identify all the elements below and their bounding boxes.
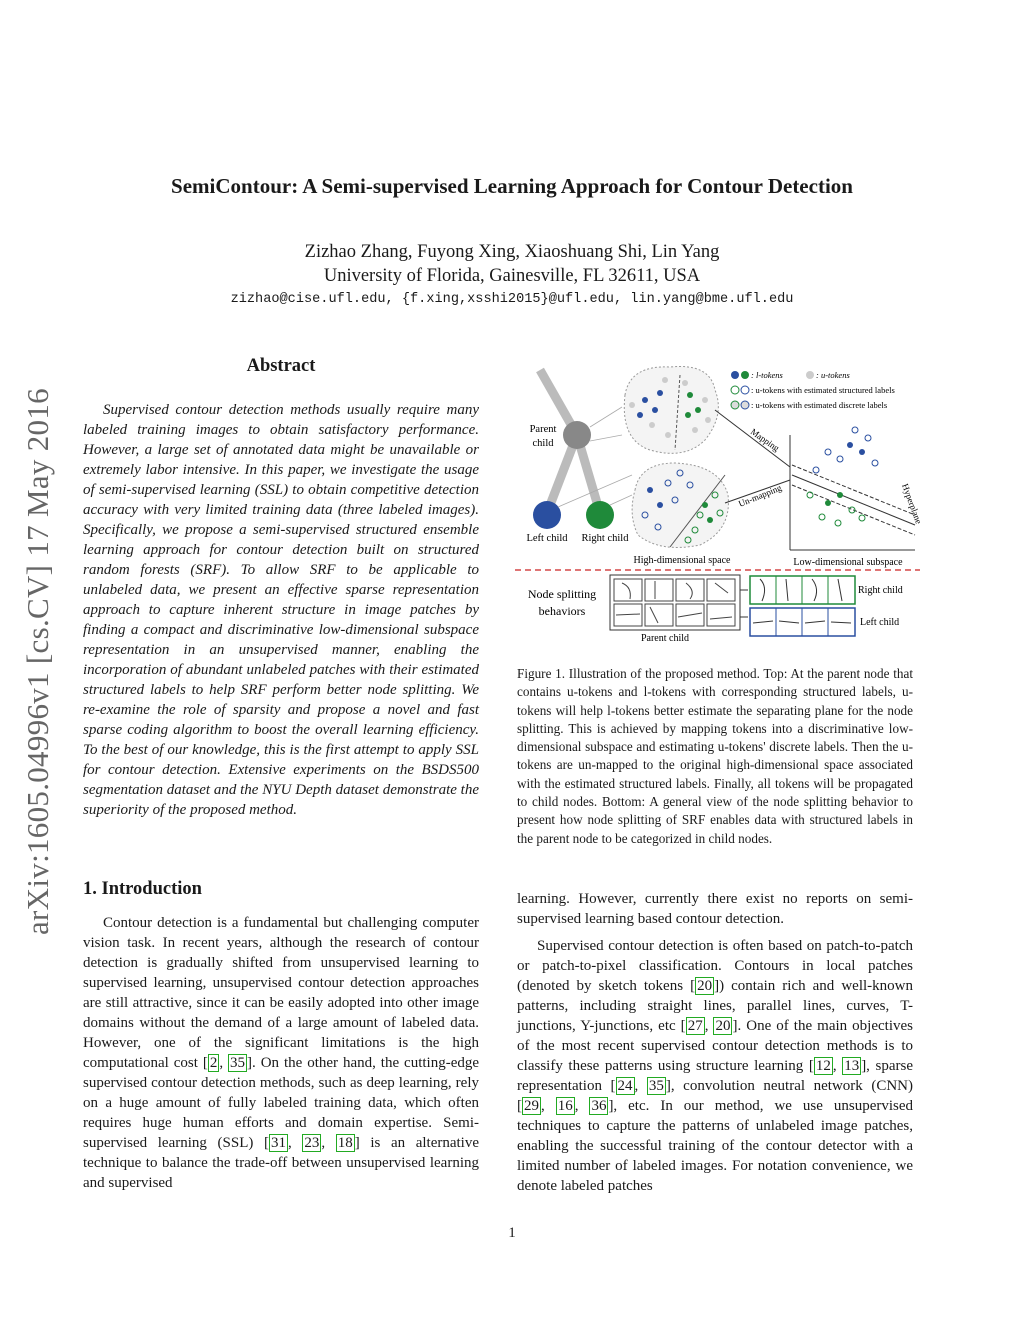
arxiv-stamp: arXiv:1605.04996v1 [cs.CV] 17 May 2016 (20, 388, 55, 935)
citation-link[interactable]: 2 (209, 1055, 218, 1071)
citation-link[interactable]: 35 (230, 1055, 246, 1071)
connector-line (590, 407, 622, 427)
citation-link[interactable]: 36 (591, 1098, 607, 1114)
right-child-label: Right child (858, 585, 903, 596)
citation-link[interactable]: 31 (270, 1135, 286, 1151)
legend-u-tokens: : u-tokens (816, 370, 850, 380)
right-text-d: ], sparse representation [ (517, 1058, 914, 1094)
right-text-f: ], etc. In our method, we use unsupervised techniques to capture the patterns of unlabeled image patches, enabling the successful training of the contour detector with a limited number of labeled images. For notation convenience, we denote labeled patches (517, 1098, 914, 1194)
right-text-c: ]. One of the main objectives of the most recent supervised contour detection methods is to classify these patterns using structure learning [ (517, 1018, 913, 1074)
legend-l-tokens: : l-tokens (751, 370, 783, 380)
hyperplane (792, 475, 915, 525)
parent-node (563, 421, 591, 449)
low-dim-points (807, 427, 878, 526)
figure-legend (731, 370, 895, 410)
low-dim-label: Low-dimensional subspace (793, 557, 903, 568)
citation-link[interactable]: 13 (844, 1058, 860, 1074)
citation-link[interactable]: 12 (815, 1058, 831, 1074)
unmapping-label: Un-mapping (737, 482, 783, 509)
citation-link[interactable]: 20 (715, 1018, 731, 1034)
right-child-caption: Right child (581, 533, 629, 544)
right-text-b: ]) contain rich and well-known patterns, including straight lines, parallel lines, curves, T-junctions, Y-junctions, etc [ (517, 978, 913, 1034)
abstract-body (83, 400, 479, 820)
right-text-e: ], convolution neutral network (CNN) [ (517, 1078, 913, 1114)
intro-text-a: Contour detection is a fundamental but challenging computer vision task. In recent years, although the research of contour detection is gradually shifted from unsupervised learning to supervised learning, unsupervised contour detection approaches are still attractive, since it can be easily adopted into other image domains without the demand of a large amount of labeled data. However, one of the significant limitations is the high computational cost [ (83, 915, 479, 1071)
author-names: Zizhao Zhang, Fuyong Xing, Xiaoshuang Shi, Lin Yang (304, 242, 720, 262)
citation-link[interactable]: 16 (557, 1098, 573, 1114)
intro-body (83, 913, 479, 1193)
citation-link[interactable]: 20 (697, 978, 713, 994)
legend-discrete: : u-tokens with estimated discrete labels (751, 400, 888, 410)
parent-child-label: Parent child (640, 633, 690, 644)
left-child-node (533, 501, 561, 529)
citation-link[interactable]: 23 (304, 1135, 320, 1151)
right-text-a: Supervised contour detection is often based on patch-to-patch or patch-to-pixel classification. Contours in local patches (denoted by sketch tokens [ (517, 938, 913, 994)
parent-patches-box (610, 575, 740, 630)
citation-link[interactable]: 24 (617, 1078, 633, 1094)
node-splitting-label: Node splitting (527, 587, 597, 601)
right-paragraph-2: Supervised contour detection is often based on patch-to-patch or patch-to-pixel classification. Contours in local patches (denoted by sketch tokens [ 20 ]) contain rich and well-known patterns, including straight lines, parallel lines, curves, T-junctions, Y-junctions, etc [ 27 , 20 ]. One of the main objectives of the most recent supervised contour detection methods is to classify these patterns using structure learning [ 12 , 13 ], sparse representation [ 24 , 35 ], convolution neutral network (CNN) [ 29 , 16 , 36 ], etc. In our method, we use unsupervised techniques to capture the patterns of unlabeled image patches, enabling the successful training of the contour detector with a limited number of labeled images. For notation convenience, we denote labeled patches (517, 938, 914, 1194)
mapping-arrow (715, 410, 790, 467)
intro-text-b: ]. On the other hand, the cutting-edge supervised contour detection methods, such as deep learning, rely on a huge amount of fully labeled training data, which often requires huge human efforts and domain expertise. Semi-supervised learning (SSL) [ (83, 1055, 480, 1151)
legend-structured: : u-tokens with estimated structured labels (751, 385, 895, 395)
page-number: 1 (508, 1225, 516, 1241)
figure-caption: Figure 1. Illustration of the proposed method. Top: At the parent node that contains u-tokens and l-tokens with corresponding structured labels, u-tokens will help l-tokens better estimate the separating plane for the node splitting. This is achieved by mapping tokens into a discriminative low-dimensional subspace and estimating u-tokens' discrete labels. Then the u-tokens are un-mapped to the original high-dimensional space associated with the estimated structured labels. Finally, all tokens will be propagated to child nodes. Bottom: A general view of the node splitting behavior to present how node splitting of SRF enables data with structured labels in the parent node to be categorized in child nodes. (517, 666, 913, 846)
paper-title: SemiContour: A Semi-supervised Learning Approach for Contour Detection (171, 174, 853, 198)
abstract-heading: Abstract (246, 356, 316, 376)
parent-space-blob (624, 366, 718, 453)
abstract-text: Supervised contour detection methods usually require many labeled training images to obtain satisfactory performance. However, a large set of annotated data might be unavailable or extremely labor intensive. In this paper, we investigate the usage of semi-supervised learning (SSL) to obtain competitive detection accuracy with very limited training data (three labeled images). Specifically, we propose a semi-supervised structured ensemble learning approach for contour detection built on structured random forests (SRF). To allow SRF to be applicable to unlabeled data, we present an effective sparse representation approach to capture inherent structure in image patches by finding a compact and discriminative low-dimensional subspace representation in an unsupervised manner, enabling the incorporation of abundant unlabeled patches with their estimated structured labels to help SRF perform better node splitting. We re-examine the role of sparsity and propose a novel and fast sparse coding algorithm to boost the overall learning efficiency. To the best of our knowledge, this is the first attempt to apply SSL for contour detection. Extensive experiments on the BSDS500 segmentation dataset and the NYU Depth dataset demonstrate the superiority of the proposed method. (83, 402, 479, 818)
author-emails: zizhao@cise.ufl.edu, {f.xing,xsshi2015}@ufl.edu, lin.yang@bme.ufl.edu (230, 292, 794, 307)
right-column-body (517, 889, 913, 1196)
citation-link[interactable]: 27 (687, 1018, 703, 1034)
parent-label: Parent (529, 424, 557, 435)
connector-line (610, 495, 632, 505)
hyperplane-label: Hyperplane (900, 482, 924, 526)
intro-text-c: ] is an alternative technique to balance the trade-off between unsupervised learning and supervised (83, 1135, 480, 1191)
parent-child-label: child (532, 438, 554, 449)
right-paragraph-1: learning. However, currently there exist no reports on semi-supervised learning based contour detection. (517, 891, 913, 927)
mapping-label: Mapping (748, 426, 782, 454)
behaviors-label: behaviors (538, 604, 586, 618)
left-child-caption: Left child (526, 533, 568, 544)
citation-link[interactable]: 18 (337, 1135, 353, 1151)
intro-heading: 1. Introduction (83, 879, 202, 899)
figure-1 (510, 355, 930, 655)
connector-line (590, 435, 622, 441)
high-dim-label: High-dimensional space (633, 555, 731, 566)
left-child-label: Left child (860, 617, 900, 628)
citation-link[interactable]: 35 (648, 1078, 664, 1094)
author-block (0, 240, 1024, 288)
affiliation: University of Florida, Gainesville, FL 32611, USA (323, 266, 701, 286)
citation-link[interactable]: 29 (524, 1098, 539, 1114)
right-child-node (586, 501, 614, 529)
intro-paragraph: Contour detection is a fundamental but challenging computer vision task. In recent years, although the research of contour detection is gradually shifted from unsupervised learning to supervised learning, unsupervised contour detection approaches are still attractive, since it can be easily adopted into other image domains without the demand of a large amount of labeled data. However, one of the significant limitations is the high computational cost [ 2 , 35 ]. On the other hand, the cutting-edge supervised contour detection methods, such as deep learning, rely on a huge amount of fully labeled training data, which often requires huge human efforts and domain expertise. Semi-supervised learning (SSL) [ 31 , 23 , 18 ] is an alternative technique to balance the trade-off between unsupervised learning and supervised (83, 915, 480, 1191)
